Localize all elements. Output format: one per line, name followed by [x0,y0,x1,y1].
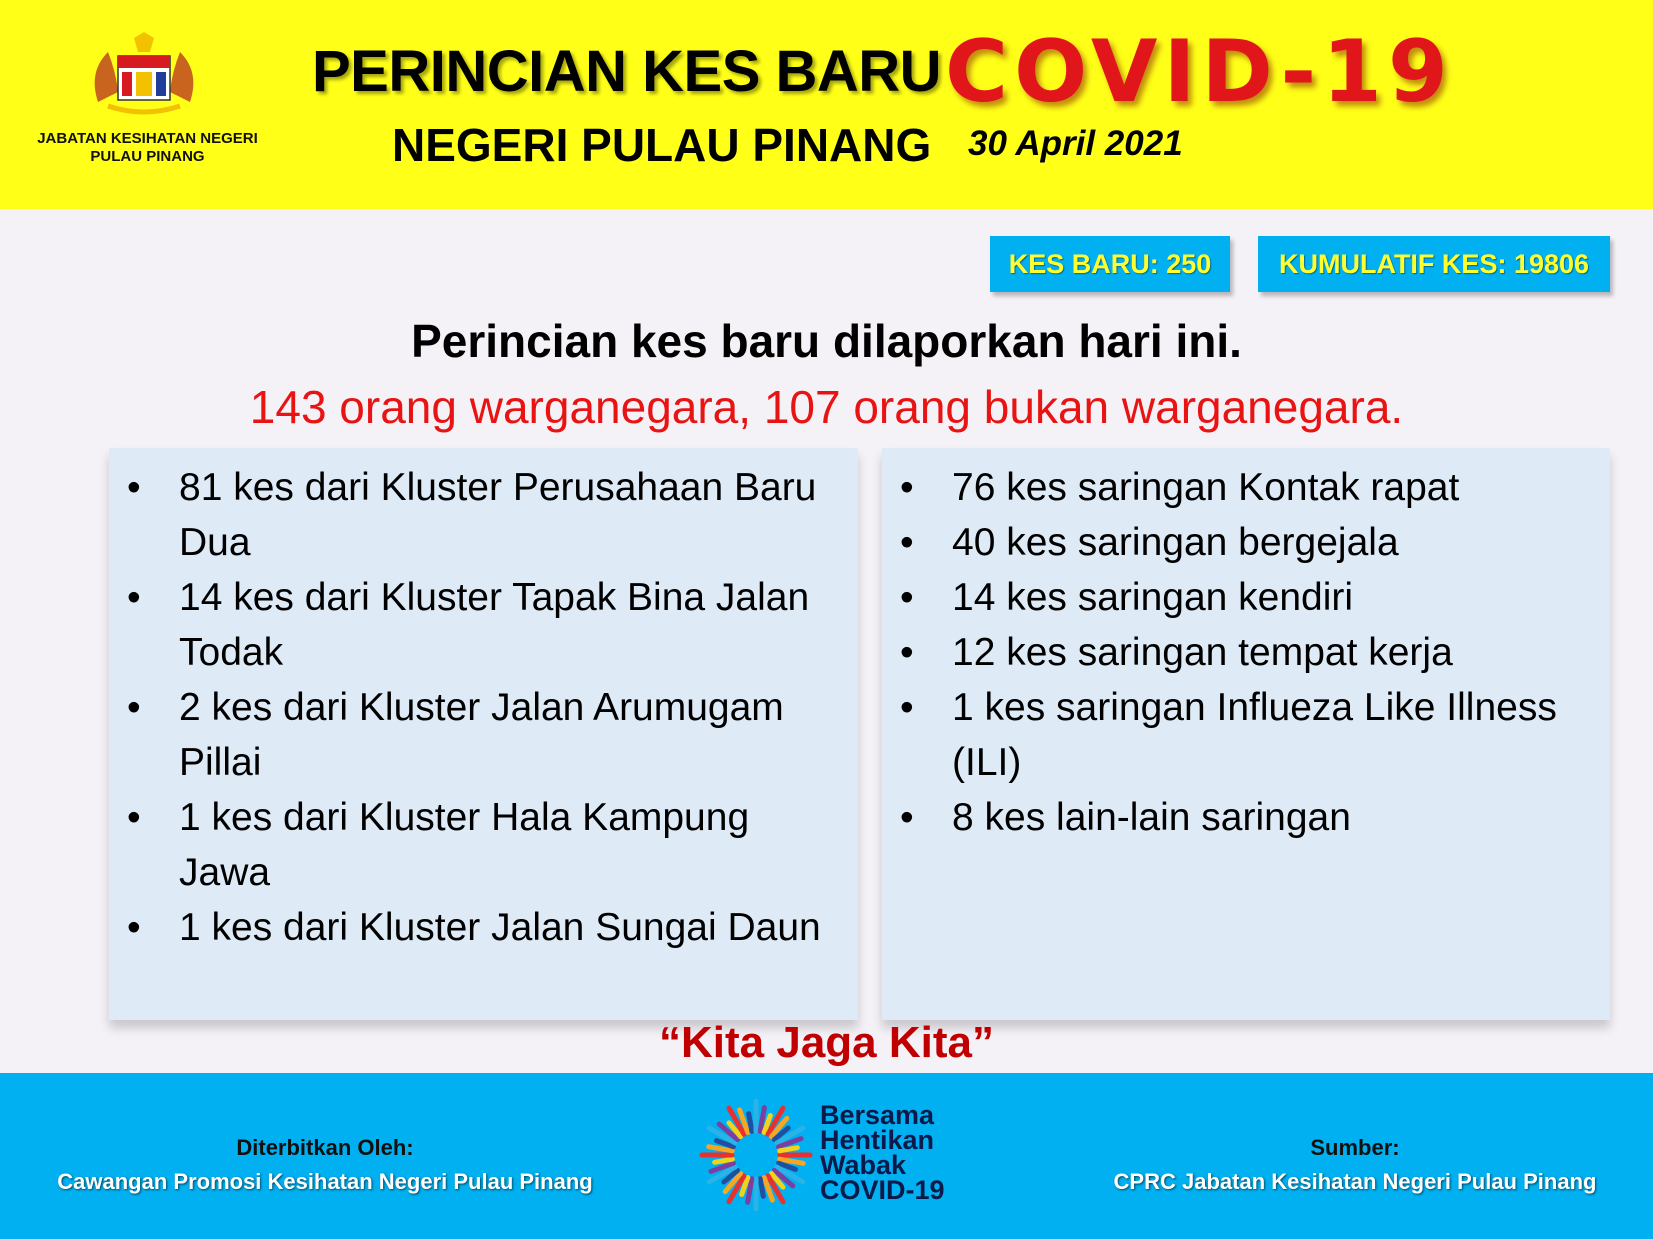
burst-ray [715,1159,733,1162]
campaign-line3: Wabak [820,1150,907,1180]
burst-ray [760,1179,763,1197]
burst-ray [749,1114,752,1132]
burst-ray [780,1148,798,1151]
campaign-line1: Bersama [820,1100,935,1130]
campaign-line2: Hentikan [820,1125,935,1155]
list-item: • 76 kes saringan Kontak rapat [882,460,1600,515]
source-label: Sumber: [1310,1135,1400,1160]
covid-title: COVID-19 [945,22,1454,122]
screening-panel [882,448,1610,1020]
list-item: • 2 kes dari Kluster Jalan Arumugam Pillai [109,680,848,790]
coat-of-arms-icon [78,32,210,120]
cumulative-cases-badge: KUMULATIF KES: 19806 [1258,236,1610,292]
citizenship-breakdown: 143 orang warganegara, 107 orang bukan warganegara. [249,381,1404,433]
campaign-line4: COVID-19 [820,1175,945,1205]
report-date: 30 April 2021 [968,124,1183,163]
slogan: “Kita Jaga Kita” [659,1018,994,1067]
footer-banner [0,1073,1653,1239]
summary-heading: Perincian kes baru dilaporkan hari ini. [411,315,1242,367]
new-cases-badge: KES BARU: 250 [990,236,1230,292]
screening-list [882,460,1600,845]
cluster-panel [109,448,858,1020]
state-title: NEGERI PULAU PINANG [392,119,932,171]
list-item: • 14 kes saringan kendiri [882,570,1600,625]
page-title: PERINCIAN KES BARU [312,39,942,104]
campaign-burst-icon [698,1097,814,1213]
list-item: • 1 kes dari Kluster Hala Kampung Jawa [109,790,848,900]
source-name: CPRC Jabatan Kesihatan Negeri Pulau Pinang [1113,1169,1597,1194]
list-item: • 81 kes dari Kluster Perusahaan Baru Dua [109,460,848,570]
published-label: Diterbitkan Oleh: [236,1135,414,1160]
campaign-logo-text [820,1100,945,1205]
list-item: • 1 kes saringan Influeza Like Illness (ILI) [882,680,1600,790]
header-banner [0,0,1653,209]
list-item: • 8 kes lain-lain saringan [882,790,1600,845]
organization-line2: PULAU PINANG [90,148,205,165]
organization-name [10,130,285,166]
list-item: • 14 kes dari Kluster Tapak Bina Jalan Todak [109,570,848,680]
list-item: • 12 kes saringan tempat kerja [882,625,1600,680]
list-item: • 40 kes saringan bergejala [882,515,1600,570]
list-item: • 1 kes dari Kluster Jalan Sungai Daun [109,900,848,955]
cluster-list [109,460,848,955]
published-by: Cawangan Promosi Kesihatan Negeri Pulau Pinang [57,1169,593,1194]
organization-line1: JABATAN KESIHATAN NEGERI [37,130,258,147]
